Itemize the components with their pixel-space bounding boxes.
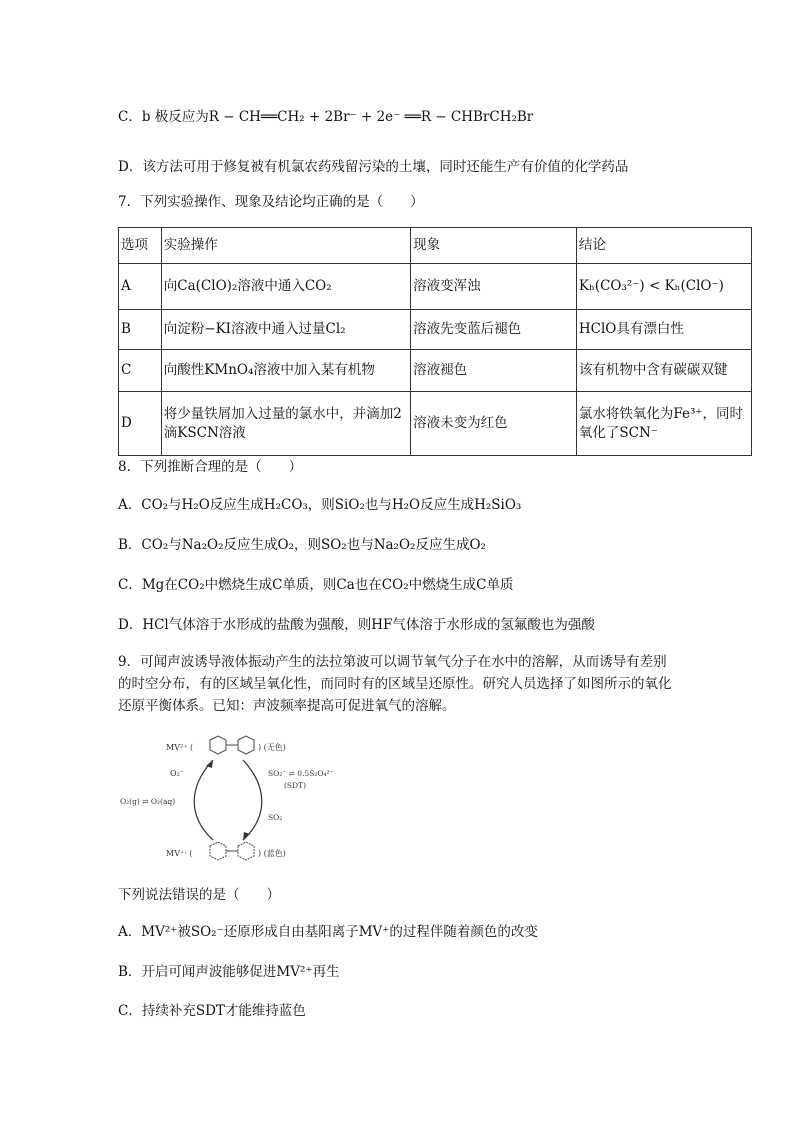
q6-option-d: D．该方法可用于修复被有机氯农药残留污染的土壤，同时还能生产有价值的化学药品 <box>118 159 629 175</box>
table-row <box>119 350 752 392</box>
row-c-option: C <box>119 350 162 392</box>
diagram-top-suffix: ) (无色) <box>258 743 286 752</box>
diagram-top-label: MV²⁺ ( <box>166 743 194 752</box>
row-b-operation: 向淀粉−KI溶液中通入过量Cl₂ <box>161 310 410 350</box>
row-a-option: A <box>119 264 162 310</box>
q9-option-b: B．开启可闻声波能够促进MV²⁺再生 <box>118 964 340 980</box>
table-row <box>119 264 752 310</box>
q9-option-c: C．持续补充SDT才能维持蓝色 <box>118 1003 306 1019</box>
row-b-option: B <box>119 310 162 350</box>
row-c-phenomenon: 溶液褪色 <box>411 350 577 392</box>
row-a-operation: 向Ca(ClO)₂溶液中通入CO₂ <box>161 264 410 310</box>
row-d-phenomenon: 溶液未变为红色 <box>411 392 577 456</box>
top-pyridine-ring-2 <box>238 736 254 754</box>
diagram-left-species: O₂⁻ <box>170 769 184 778</box>
diagram-left-equilibrium: O₂(g) ⇌ O₂(aq) <box>120 797 176 806</box>
q7-table <box>118 227 752 456</box>
diagram-bottom-label: MV⁺· ( <box>166 849 193 858</box>
diagram-right-species: SO₂⁻ ⇌ 0.5S₂O₄²⁻ <box>268 769 334 778</box>
q9-stem: 9．可闻声波诱导液体振动产生的法拉第波可以调节氧气分子在水中的溶解，从而诱导有差别的时空分布，有的区域呈氧化性，而同时有的区域呈还原性。研究人员选择了如图所示的氧化还原平衡体系。已知：声波频率提高可促进氧气的溶解。 <box>118 654 672 714</box>
header-option: 选项 <box>119 228 162 264</box>
diagram-bottom-suffix: ) (蓝色) <box>258 849 286 858</box>
row-a-conclusion: Kₕ(CO₃²⁻) < Kₕ(ClO⁻) <box>576 264 751 310</box>
header-operation: 实验操作 <box>161 228 410 264</box>
bottom-pyridine-ring-1 <box>210 842 226 860</box>
q8-stem: 8．下列推断合理的是（ ） <box>118 459 303 475</box>
bottom-pyridine-ring-2 <box>238 842 254 860</box>
q8-option-d: D．HCl气体溶于水形成的盐酸为强酸，则HF气体溶于水形成的氢氟酸也为强酸 <box>118 617 595 633</box>
redox-cycle-diagram <box>118 732 348 864</box>
row-b-phenomenon: 溶液先变蓝后褪色 <box>411 310 577 350</box>
table-row <box>119 392 752 456</box>
table-header-row <box>119 228 752 264</box>
diagram-right-sdt: (SDT) <box>284 781 307 790</box>
q9-sub-stem: 下列说法错误的是（ ） <box>118 887 280 903</box>
row-c-operation: 向酸性KMnO₄溶液中加入某有机物 <box>161 350 410 392</box>
q8-option-a: A．CO₂与H₂O反应生成H₂CO₃，则SiO₂也与H₂O反应生成H₂SiO₃ <box>118 497 522 513</box>
left-cycle-arrow <box>194 760 213 840</box>
top-pyridine-ring-1 <box>210 736 226 754</box>
table-row <box>119 310 752 350</box>
header-conclusion: 结论 <box>576 228 751 264</box>
q6-option-c <box>118 107 533 127</box>
q8-option-c: C．Mg在CO₂中燃烧生成C单质，则Ca也在CO₂中燃烧生成C单质 <box>118 577 514 593</box>
q8-option-b: B．CO₂与Na₂O₂反应生成O₂，则SO₂也与Na₂O₂反应生成O₂ <box>118 537 486 553</box>
row-d-conclusion: 氯水将铁氧化为Fe³⁺，同时氧化了SCN⁻ <box>576 392 751 456</box>
row-d-operation: 将少量铁屑加入过量的氯水中，并滴加2滴KSCN溶液 <box>161 392 410 456</box>
q6-option-c-equation: R − CH══CH₂ + 2Br⁻ + 2e⁻ ══R − CHBrCH₂Br <box>208 109 534 125</box>
row-d-option: D <box>119 392 162 456</box>
row-b-conclusion: HClO具有漂白性 <box>576 310 751 350</box>
row-c-conclusion: 该有机物中含有碳碳双键 <box>576 350 751 392</box>
q6-option-c-prefix: C．b 极反应为 <box>118 109 209 125</box>
row-a-phenomenon: 溶液变浑浊 <box>411 264 577 310</box>
q7-stem: 7．下列实验操作、现象及结论均正确的是（ ） <box>118 194 424 210</box>
q9-option-a: A．MV²⁺被SO₂⁻还原形成自由基阳离子MV⁺的过程伴随着颜色的改变 <box>118 924 538 940</box>
header-phenomenon: 现象 <box>411 228 577 264</box>
right-cycle-arrow <box>243 760 262 840</box>
diagram-right-product: SO₂ <box>268 813 283 822</box>
